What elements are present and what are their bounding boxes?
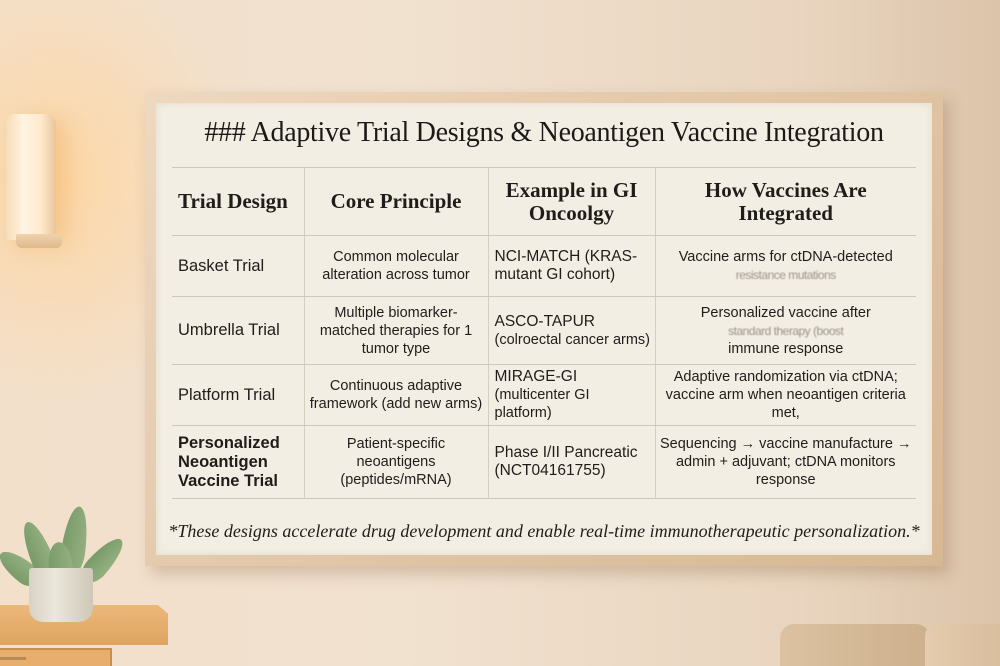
vaccine-garbled-line: standard therapy (boost	[728, 323, 844, 338]
armchair-back	[780, 624, 930, 666]
header-vaccine-integration: How Vaccines Are Integrated	[655, 168, 916, 236]
cell-design: Personalized Neoantigen Vaccine Trial	[172, 426, 304, 499]
header-core-principle: Core Principle	[304, 168, 488, 236]
cell-example	[488, 426, 655, 499]
poster-board	[156, 103, 932, 555]
cell-example	[488, 297, 655, 365]
cell-core: Continuous adaptive framework (add new arms)	[304, 365, 488, 426]
example-sub: (colroectal cancer arms)	[494, 331, 651, 348]
example-main: MIRAGE-GI	[494, 368, 578, 385]
header-trial-design: Trial Design	[172, 168, 304, 236]
example-main: Phase I/II Pancreatic (NCT04161755)	[494, 444, 638, 479]
vaccine-line: Sequencing → vaccine manufacture → admin + adjuvant; ctDNA monitors response	[660, 436, 912, 488]
cell-vaccine	[655, 297, 916, 365]
table-row	[172, 236, 916, 297]
cell-vaccine	[655, 426, 916, 499]
wall-sconce-lamp	[6, 114, 62, 250]
potted-plant	[18, 502, 110, 622]
cell-core: Multiple biomarker-matched therapies for 1 tumor type	[304, 297, 488, 365]
cell-example	[488, 236, 655, 297]
poster-frame	[145, 92, 943, 566]
example-main: ASCO-TAPUR	[494, 312, 595, 330]
armchair-arm	[925, 624, 1000, 666]
example-sub: (multicenter GI platform)	[494, 387, 590, 421]
poster-footnote: *These designs accelerate drug development and enable real-time immunotherapeutic personalization.*	[168, 521, 920, 541]
vaccine-line: Adaptive randomization via ctDNA; vaccine arm when neoantigen criteria met,	[665, 369, 906, 421]
vaccine-line: Vaccine arms for ctDNA-detected	[678, 249, 893, 265]
trial-design-table	[172, 167, 916, 499]
cell-design: Umbrella Trial	[172, 297, 304, 365]
cell-core: Patient-specific neoantigens (peptides/mRNA)	[304, 426, 488, 499]
cell-example	[488, 365, 655, 426]
vaccine-line: Personalized vaccine after	[700, 304, 871, 321]
vaccine-garbled-line: resistance mutations	[735, 268, 836, 282]
cell-design: Platform Trial	[172, 365, 304, 426]
table-row	[172, 426, 916, 499]
cell-core: Common molecular alteration across tumor	[304, 236, 488, 297]
poster-title: ### Adaptive Trial Designs & Neoantigen Vaccine Integration	[204, 117, 884, 148]
table-row	[172, 365, 916, 426]
plant-pot	[29, 568, 93, 622]
table-row	[172, 297, 916, 365]
cell-vaccine	[655, 365, 916, 426]
cell-vaccine	[655, 236, 916, 297]
example-main: NCI-MATCH (KRAS-mutant GI cohort)	[494, 248, 638, 283]
lamp-shade	[6, 114, 56, 240]
cell-design: Basket Trial	[172, 236, 304, 297]
header-example: Example in GI Oncoolgy	[488, 168, 655, 236]
table-header-row	[172, 168, 916, 236]
drawer-handle	[0, 657, 26, 660]
lamp-base	[16, 234, 62, 248]
vaccine-line: immune response	[728, 340, 844, 357]
